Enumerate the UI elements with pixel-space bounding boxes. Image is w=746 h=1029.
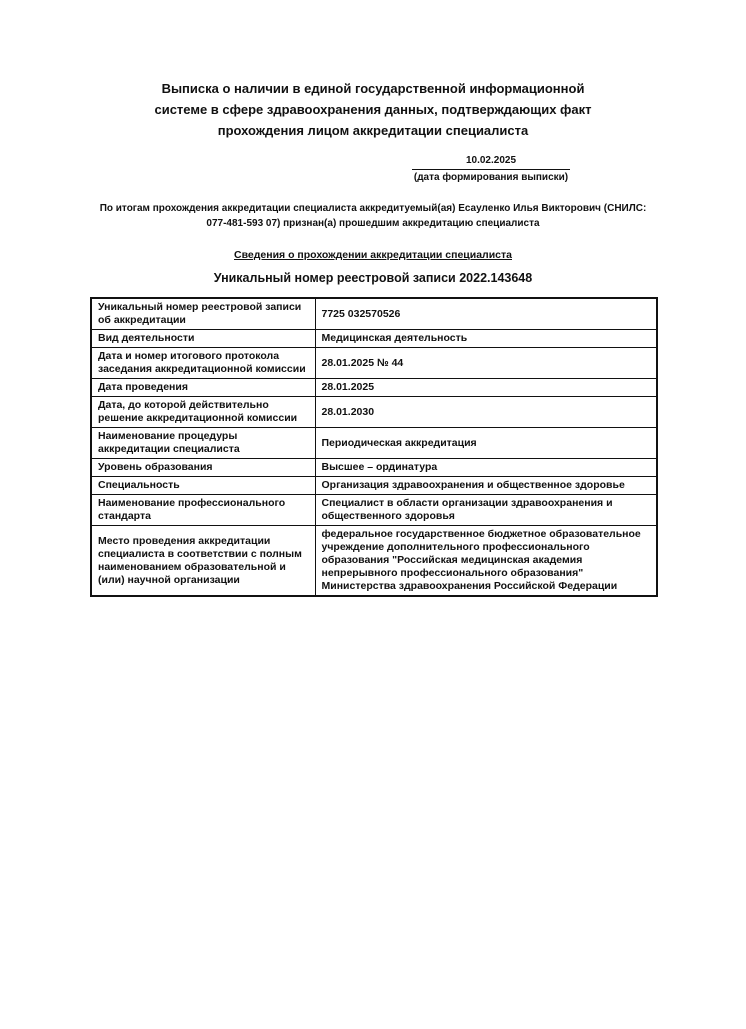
document-title-line-2: системе в сфере здравоохранения данных, подтверждающих факт [154,102,592,117]
table-row-accreditation-place [91,526,657,597]
row-value: Медицинская деятельность [315,330,657,348]
table-row-education-level [91,459,657,477]
table-row-protocol [91,348,657,379]
row-label: Специальность [91,477,315,495]
row-label: Уровень образования [91,459,315,477]
row-value: Периодическая аккредитация [315,428,657,459]
extract-date-block [412,154,570,184]
row-label: Дата, до которой действительно решение аккредитационной комиссии [91,397,315,428]
row-value: Высшее – ординатура [315,459,657,477]
row-label: Уникальный номер реестровой записи об аккредитации [91,298,315,330]
row-label: Место проведения аккредитации специалиста в соответствии с полным наименованием образовательной и (или) научной организации [91,526,315,597]
row-label: Вид деятельности [91,330,315,348]
table-row-procedure-name [91,428,657,459]
row-value: 7725 032570526 [315,298,657,330]
table-row-activity-type [91,330,657,348]
row-value: Специалист в области организации здравоохранения и общественного здоровья [315,495,657,526]
row-label: Дата и номер итогового протокола заседания аккредитационной комиссии [91,348,315,379]
extract-date-caption: (дата формирования выписки) [413,172,569,183]
registry-number-heading: Уникальный номер реестровой записи 2022.143648 [213,271,533,285]
row-value: 28.01.2025 № 44 [315,348,657,379]
document-title [90,78,656,141]
accreditation-info-table [90,297,658,597]
document-title-line-3: прохождения лицом аккредитации специалиста [217,123,529,138]
row-value: Организация здравоохранения и общественное здоровье [315,477,657,495]
table-row-valid-until [91,397,657,428]
table-row-registry-number [91,298,657,330]
accreditation-table-body [91,298,657,596]
row-value: федеральное государственное бюджетное образовательное учреждение дополнительного профессионального образования "Российская медицинская академия непрерывного профессионального образования" Министерства здравоохранения Российской Федерации [315,526,657,597]
summary-paragraph: По итогам прохождения аккредитации специалиста аккредитуемый(ая) Есауленко Илья Викторович (СНИЛС: 077-481-593 07) признан(а) прошедшим аккредитацию специалиста [99,203,647,229]
table-row-specialty [91,477,657,495]
row-label: Дата проведения [91,379,315,397]
row-value: 28.01.2025 [315,379,657,397]
row-value: 28.01.2030 [315,397,657,428]
document-title-line-1: Выписка о наличии в единой государственной информационной [161,81,585,96]
table-row-date-held [91,379,657,397]
table-row-professional-standard [91,495,657,526]
section-heading: Сведения о прохождении аккредитации специалиста [234,249,512,261]
extract-date-value: 10.02.2025 [412,154,570,170]
row-label: Наименование профессионального стандарта [91,495,315,526]
row-label: Наименование процедуры аккредитации специалиста [91,428,315,459]
